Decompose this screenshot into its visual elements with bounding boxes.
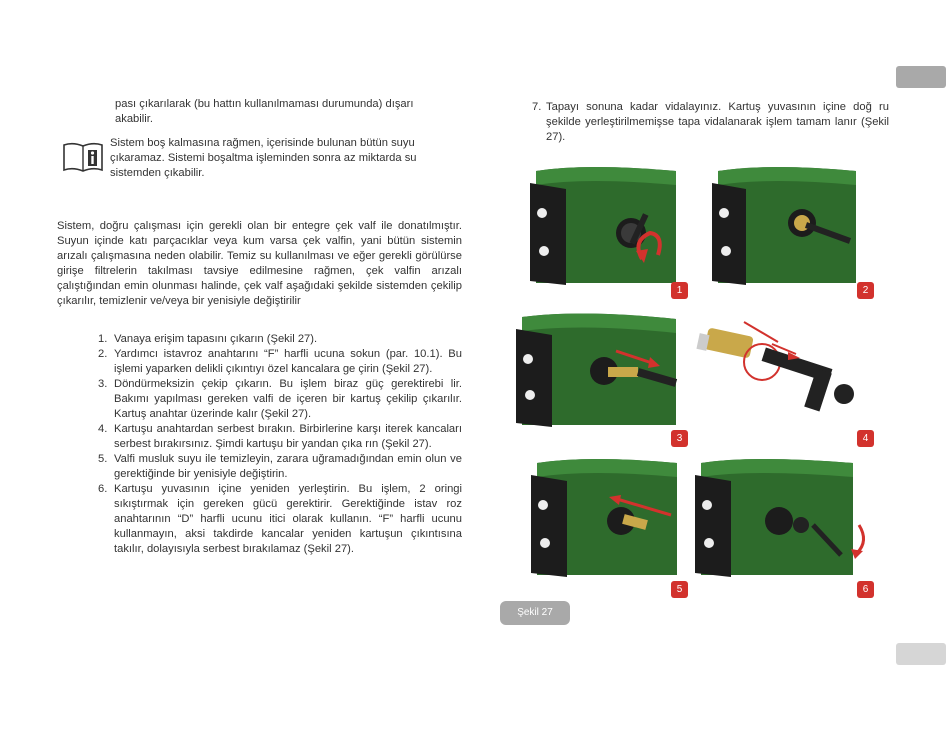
figure-label-3: 3 — [671, 430, 688, 447]
step-item — [98, 347, 462, 377]
figure-panel-5 — [529, 455, 678, 580]
figure-label-6: 6 — [857, 581, 874, 598]
info-note — [110, 136, 462, 181]
step-number: 4. — [98, 423, 108, 435]
step-text: Vanaya erişim tapasını çıkarın (Şekil 27). — [114, 333, 318, 345]
figure-caption: Şekil 27 — [500, 601, 570, 625]
figure-label-1: 1 — [671, 282, 688, 299]
figure-panel-4 — [692, 314, 862, 426]
step-item — [98, 377, 462, 422]
section-tab-bottom — [896, 643, 946, 665]
info-note-line-2: çıkaramaz. Sistemi boşaltma işleminden sonra az miktarda su — [110, 152, 417, 164]
step-text: Döndürmeksizin çekip çıkarın. Bu işlem biraz güç gerektirebi lir. Bakımı yapılması gereken valfi de içeren bir kartuş çekilip çıkarılır. Kartuş anahtar üzerinde kalır (Şekil 27). — [114, 378, 462, 420]
step-item — [98, 332, 462, 347]
step-item — [98, 482, 462, 557]
step-7-text: Tapayı sonuna kadar vidalayınız. Kartuş yuvasının içine doğ ru şekilde yerleştirilmemişse tapa vidalanarak işlem tamam lanır (Şekil 27). — [546, 101, 889, 143]
figure-panel-6 — [693, 455, 878, 580]
intro-text — [115, 97, 462, 127]
step-7 — [532, 100, 889, 145]
figure-panel-2 — [710, 163, 858, 288]
step-number: 1. — [98, 333, 108, 345]
info-note-line-3: sistemden çıkabilir. — [110, 167, 205, 179]
figure-panel-1 — [526, 163, 678, 288]
intro-line-2: akabilir. — [115, 113, 153, 125]
step-number: 3. — [98, 378, 108, 390]
step-number: 5. — [98, 453, 108, 465]
step-text: Kartuşu yuvasının içine yeniden yerleştirin. Bu işlem, 2 oringi sıkıştırmak için gereken gücü gerektirir. Gerektiğinde istav roz anahtarının “D” harfli ucunu itici olarak kullanın. “F” harfli ucunu kullanmayın, aksi takdirde kancalar yeniden kartuşun çıkıntısına takılır, dolayısıyla serbest bırakılamaz (Şekil 27). — [114, 483, 462, 555]
step-number: 2. — [98, 348, 108, 360]
figure-panel-3 — [512, 309, 678, 429]
step-text: Yardımcı istavroz anahtarını “F” harfli ucuna sokun (par. 10.1). Bu işlemi yaparken delikli çıkıntıyı özel kancalara ge çirin (Şekil 27). — [114, 348, 462, 375]
intro-line-1: pası çıkarılarak (bu hattın kullanılmaması durumunda) dışarı — [115, 98, 414, 110]
info-book-icon — [62, 140, 104, 174]
step-7-number: 7. — [532, 101, 542, 113]
step-text: Kartuşu anahtardan serbest bırakın. Birbirlerine karşı iterek kancaları serbest bırakırsınız. Şimdi kartuşu bir yandan çıka rın (Şekil 27). — [114, 423, 462, 450]
section-tab-top — [896, 66, 946, 88]
figure-label-5: 5 — [671, 581, 688, 598]
info-note-line-1: Sistem boş kalmasına rağmen, içerisinde bulunan bütün suyu — [110, 137, 415, 149]
body-paragraph — [57, 219, 462, 309]
step-text: Valfi musluk suyu ile temizleyin, zarara uğramadığından emin olun ve gerektiğinde bir yenisiyle değiştirin. — [114, 453, 462, 480]
steps-list — [98, 332, 462, 557]
step-number: 6. — [98, 483, 108, 495]
figure-label-2: 2 — [857, 282, 874, 299]
step-item — [98, 422, 462, 452]
step-item — [98, 452, 462, 482]
figure-label-4: 4 — [857, 430, 874, 447]
body-paragraph-text: Sistem, doğru çalışması için gerekli olan bir entegre çek valf ile donatılmıştır. Suyun içinde katı parçacıklar veya kum varsa çek valfin, yani bütün sistemin arızalı çalışmasına neden olabilir. Temiz su kullanılması ve eğer gerekli görülürse girişe filtrelerin takılması tavsiye edilmesine rağmen, çek valfin arızalı çalıştığından emin olunması halinde, çek valf aşağıdaki şekilde sistemden çekilip çıkarılır, temizlenir ve/veya bir yenisiyle değiştirilir — [57, 220, 462, 307]
